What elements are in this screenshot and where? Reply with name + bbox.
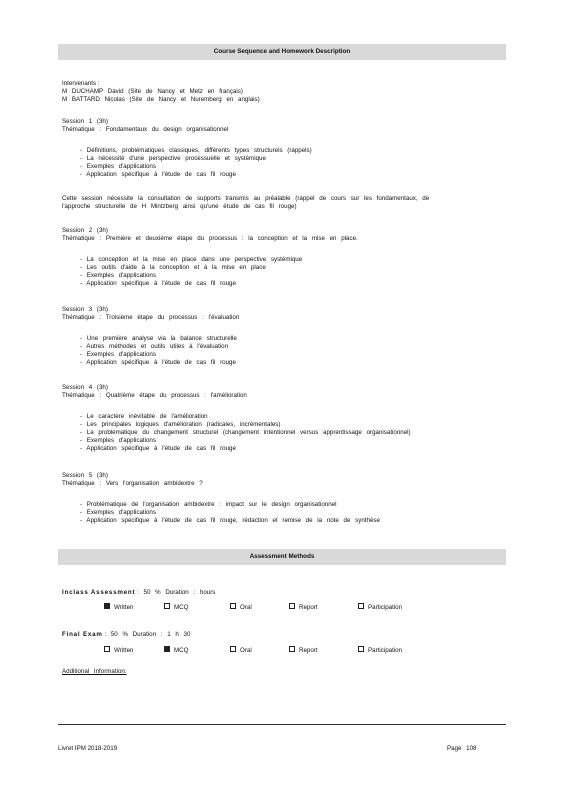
checkbox-icon [164, 646, 170, 652]
option-label: Participation [368, 647, 403, 654]
inclass-assessment-detail: : 50 % Duration : hours [137, 589, 216, 596]
footer-divider [58, 724, 506, 725]
session-3-heading: Session 3 (3h) [62, 306, 108, 313]
session-2-item: - La conception et la mise en place dans une perspective systémique [80, 256, 303, 263]
session-2-theme: Thématique : Première et deuxième étape du processus : la conception et la mise en place. [62, 235, 358, 242]
session-4-item: - Exemples d'applications [80, 437, 156, 444]
session-4-item: - Les principales logiques d'amélioration (radicales, incrémentales) [80, 421, 281, 428]
inclass-option-oral[interactable] [230, 604, 252, 612]
checkbox-icon [230, 646, 236, 652]
final-option-written[interactable] [104, 647, 133, 655]
session-1-theme: Thématique : Fondamentaux du design organisationnel [62, 126, 229, 133]
inclass-assessment-label: Inclass Assessment [62, 589, 136, 596]
option-label: Report [299, 647, 318, 654]
option-label: Written [114, 604, 134, 611]
inclass-option-report[interactable] [289, 604, 318, 612]
section-header-assessment: Assessment Methods [58, 549, 506, 565]
inclass-option-participation[interactable] [358, 604, 402, 612]
section-header-course-sequence: Course Sequence and Homework Description [58, 44, 506, 60]
session-1-note-line-2: l'approche structurelle de H Mintzberg ainsi qu'une étude de cas fil rouge) [62, 203, 297, 210]
session-5-heading: Session 5 (3h) [62, 472, 108, 479]
session-3-item: - Autres méthodes et outils utiles à l'évaluation [80, 343, 229, 350]
checkbox-icon [104, 646, 110, 652]
option-label: Written [114, 647, 134, 654]
session-4-theme: Thématique : Quatrième étape du processus : l'amélioration [62, 392, 247, 399]
option-label: Oral [240, 604, 252, 611]
final-option-oral[interactable] [230, 647, 252, 655]
session-5-item: - Exemples d'applications [80, 509, 156, 516]
session-3-item: - Exemples d'applications [80, 351, 156, 358]
session-4-heading: Session 4 (3h) [62, 384, 108, 391]
inclass-assessment-row [62, 589, 215, 597]
final-exam-label: Final Exam [62, 631, 103, 638]
session-3-item: - Une première analyse via la balance structurelle [80, 335, 237, 342]
session-2-item: - Exemples d'applications [80, 272, 156, 279]
footer-booklet-label: Livret IPM 2018-2019 [58, 745, 118, 752]
option-label: Report [299, 604, 318, 611]
inclass-option-written[interactable] [104, 604, 133, 612]
final-option-participation[interactable] [358, 647, 402, 655]
final-exam-row [62, 631, 190, 639]
footer-page-number: Page 108 [447, 745, 477, 752]
session-2-heading: Session 2 (3h) [62, 227, 108, 234]
checkbox-icon [358, 646, 364, 652]
option-label: Oral [240, 647, 252, 654]
option-label: Participation [368, 604, 403, 611]
checkbox-icon [230, 603, 236, 609]
intervenants-label: Intervenants : [62, 80, 100, 87]
option-label: MCQ [174, 604, 189, 611]
checkbox-icon [164, 603, 170, 609]
additional-information-label: Additional Information: [62, 668, 127, 675]
session-5-item: - Application spécifique à l'étude de cas fil rouge, rédaction et remise de la note de synthèse [80, 517, 380, 524]
session-1-item: - Application spécifique à l'étude de cas fil rouge [80, 171, 236, 178]
session-5-theme: Thématique : Vers l'organisation ambidextre ? [62, 480, 203, 487]
session-3-theme: Thématique : Troisième étape du processus : l'évaluation [62, 314, 240, 321]
session-2-item: - Application spécifique à l'étude de cas fil rouge [80, 280, 236, 287]
session-1-heading: Session 1 (3h) [62, 118, 108, 125]
session-1-note-line-1: Cette session nécessite la consultation de supports transmis au préalable (rappel de cours sur les fondamentaux, de [62, 195, 430, 202]
final-option-mcq[interactable] [164, 647, 188, 655]
checkbox-icon [289, 646, 295, 652]
checkbox-icon [289, 603, 295, 609]
final-exam-detail: : 50 % Duration : 1 h 30 [104, 631, 191, 638]
session-3-item: - Application spécifique à l'étude de cas fil rouge [80, 359, 236, 366]
session-4-item: - Application spécifique à l'étude de cas fil rouge [80, 445, 236, 452]
checkbox-icon [104, 603, 110, 609]
session-5-item: - Problématique de l'organisation ambidextre : impact sur le design organisationnel [80, 501, 337, 508]
intervenant-1: M DUCHAMP David (Site de Nancy et Metz en français) [62, 88, 243, 95]
session-1-item: - La nécessité d'une perspective processuelle et systémique [80, 155, 266, 162]
session-4-item: - Le caractère inévitable de l'amélioration [80, 413, 208, 420]
session-4-item: - La problématique du changement structurel (changement intentionnel versus apprentissage organisationnel) [80, 429, 411, 436]
inclass-option-mcq[interactable] [164, 604, 188, 612]
option-label: MCQ [174, 647, 189, 654]
session-2-item: - Les outils d'aide à la conception et à la mise en place [80, 264, 266, 271]
session-1-item: - Définitions, problématiques classiques, différents types structurels (rappels) [80, 147, 312, 154]
final-option-report[interactable] [289, 647, 318, 655]
intervenant-2: M BATTARD Nicolas (Site de Nancy et Nuremberg en anglais) [62, 96, 260, 103]
session-1-item: - Exemples d'applications [80, 163, 156, 170]
checkbox-icon [358, 603, 364, 609]
